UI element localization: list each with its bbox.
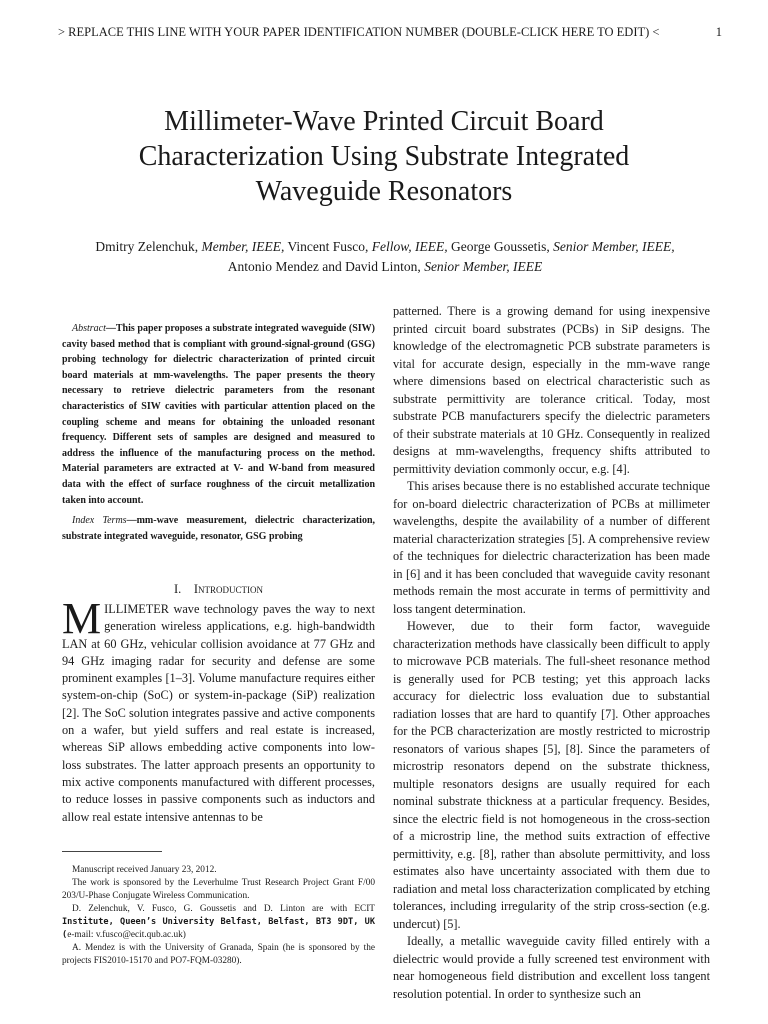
- title-line-1: Millimeter-Wave Printed Circuit Board: [164, 106, 604, 137]
- paper-title: [60, 104, 708, 209]
- abstract: [62, 321, 375, 508]
- footnote-institute: Institute, Queen’s University Belfast, Belfast, BT3 9DT, UK (: [62, 917, 375, 940]
- author-2: Vincent Fusco,: [284, 239, 372, 254]
- title-line-2: Characterization Using Substrate Integrated: [138, 141, 630, 172]
- running-head-text: > REPLACE THIS LINE WITH YOUR PAPER IDENTIFICATION NUMBER (DOUBLE-CLICK HERE TO EDIT) <: [58, 25, 660, 39]
- author-4-5: Antonio Mendez and David Linton,: [227, 259, 425, 274]
- author-5-grade: Senior Member, IEEE: [424, 259, 543, 274]
- right-column: [393, 303, 710, 1003]
- right-paragraph-1: patterned. There is a growing demand for using inexpensive printed circuit board substrates (PCBs) in SiP designs. The knowledge of the electromagnetic PCB substrate parameters is vital for accurate design, especially in the mm-wave range where dimensions based on electrical characteristic such as substrate permittivity are tolerance critical. Today, most substrate PCB manufacturers specify the dielectric parameters of their substrate materials at 10 GHz. Consequently in realized designs at mm-wavelengths, frequency shifts attributed to permittivity deviation commonly occur, e.g. [4].: [393, 304, 710, 476]
- author-list: [75, 237, 695, 277]
- author-3-grade: Senior Member, IEEE,: [553, 239, 675, 254]
- footnote-rule: [62, 851, 162, 852]
- title-line-3: Waveguide Resonators: [255, 176, 513, 207]
- index-terms-label: Index Terms: [72, 515, 127, 526]
- right-paragraph-2: This arises because there is no established accurate technique for on-board dielectric characterization of PCBs at millimeter wavelengths, despite the availability of a number of different material characterization strategies [5]. A comprehensive review of the techniques for dielectric characterization has been made in [6] and it has been concluded that waveguide cavity resonant methods remain the most accurate in terms of permittivity and loss tangent determination.: [393, 479, 710, 616]
- right-paragraph-4: Ideally, a metallic waveguide cavity filled entirely with a dielectric would provide a fully screened test environment with near homogeneous field distribution and excellent loss tangent resolution potential. In order to synthesize such an: [393, 934, 710, 1001]
- running-head: [58, 25, 722, 40]
- intro-text: wave technology paves the way to next generation wireless applications, e.g. high-bandwidth LAN at 60 GHz, vehicular collision avoidance at 77 GHz and 94 GHz imaging radar for security and defense are some prominent examples [1–3]. Volume manufacture requires either system-on-chip (SoC) or system-in-package (SiP) realization [2]. The SoC solution integrates passive and active components on a wafer, but yield suffers and real estate is increased, whereas SiP allows embedding active components into low-loss substrates. The latter approach presents an opportunity to mix active components manufactured with different processes, to reduce losses in passive components such as inductors and allow real estate intensive antennas to be: [62, 602, 375, 824]
- drop-cap: M: [62, 594, 102, 643]
- section-title: Introduction: [193, 582, 263, 596]
- page-number: 1: [715, 25, 722, 39]
- author-3: George Goussetis,: [447, 239, 554, 254]
- section-heading: [62, 582, 375, 597]
- right-paragraph-3: However, due to their form factor, waveguide characterization methods have classically been difficult to apply to microwave PCB materials. The full-sheet resonance method is generally used for PCB testing; yet this approach lacks accuracy for dielectric loss evaluation due to substantial radiation losses that are hard to quantify [7]. Other approaches for the PCB characterization are mostly restricted to microstrip resonators of various shapes [5], [8]. Since the parameters of microstrip resonators depend on the substrate thickness, multiple resonators designs are usually required for each nominal substrate thickness at a particular frequency. Besides, since the electric field is not homogeneous in the cross-section of a microstrip line, the method suits extraction of effective permittivity, e.g. [8], rather than absolute permittivity, and loss estimates also have uncertainty associated with them due to radiation and metal loss characterization complicated by etching tolerances, including irregularity of the strip cross-section (e.g. undercut) [5].: [393, 619, 710, 931]
- intro-paragraph: [62, 594, 375, 826]
- author-1-grade: Member, IEEE,: [201, 239, 285, 254]
- footnote-email: e-mail: v.fusco@ecit.qub.ac.uk): [67, 930, 186, 940]
- author-1: Dmitry Zelenchuk,: [95, 239, 202, 254]
- footnote-affiliation: [62, 903, 375, 942]
- intro-first-word: ILLIMETER: [104, 602, 170, 616]
- abstract-text: —This paper proposes a substrate integrated waveguide (SIW) cavity based method that is compliant with ground-signal-ground (GSG) probing technology for dielectric characterization of printed circuit board materials at mm-wavelengths. The paper presents the theory necessary to retrieve dielectric parameters from the resonant characteristics of SIW cavities with particular attention placed on the coupling scheme and means for obtaining the unloaded resonant frequency. Different sets of samples are designed and measured to address the influence of the manufacturing process on the method. Material parameters are extracted at V- and W-band from measured data with the effect of surface roughness of the circuit metallization taken into account.: [62, 323, 375, 506]
- index-terms: [62, 513, 375, 544]
- author-2-grade: Fellow, IEEE,: [371, 239, 448, 254]
- footnote-affiliation-a: D. Zelenchuk, V. Fusco, G. Goussetis and D. Linton are with ECIT: [72, 904, 375, 914]
- abstract-label: Abstract: [72, 323, 106, 334]
- footnote-mendez: A. Mendez is with the University of Granada, Spain (he is sponsored by the projects FIS2010-15170 and PO7-FQM-03280).: [62, 943, 375, 966]
- footnote-sponsor: The work is sponsored by the Leverhulme Trust Research Project Grant F/00 203/U-Phase Conjugate Wireless Communication.: [62, 878, 375, 901]
- index-terms-text: —mm-wave measurement, dielectric characterization, substrate integrated waveguide, resonator, GSG probing: [62, 515, 376, 542]
- footnote: [62, 864, 375, 968]
- section-number: I.: [174, 582, 182, 596]
- footnote-received: Manuscript received January 23, 2012.: [72, 865, 217, 875]
